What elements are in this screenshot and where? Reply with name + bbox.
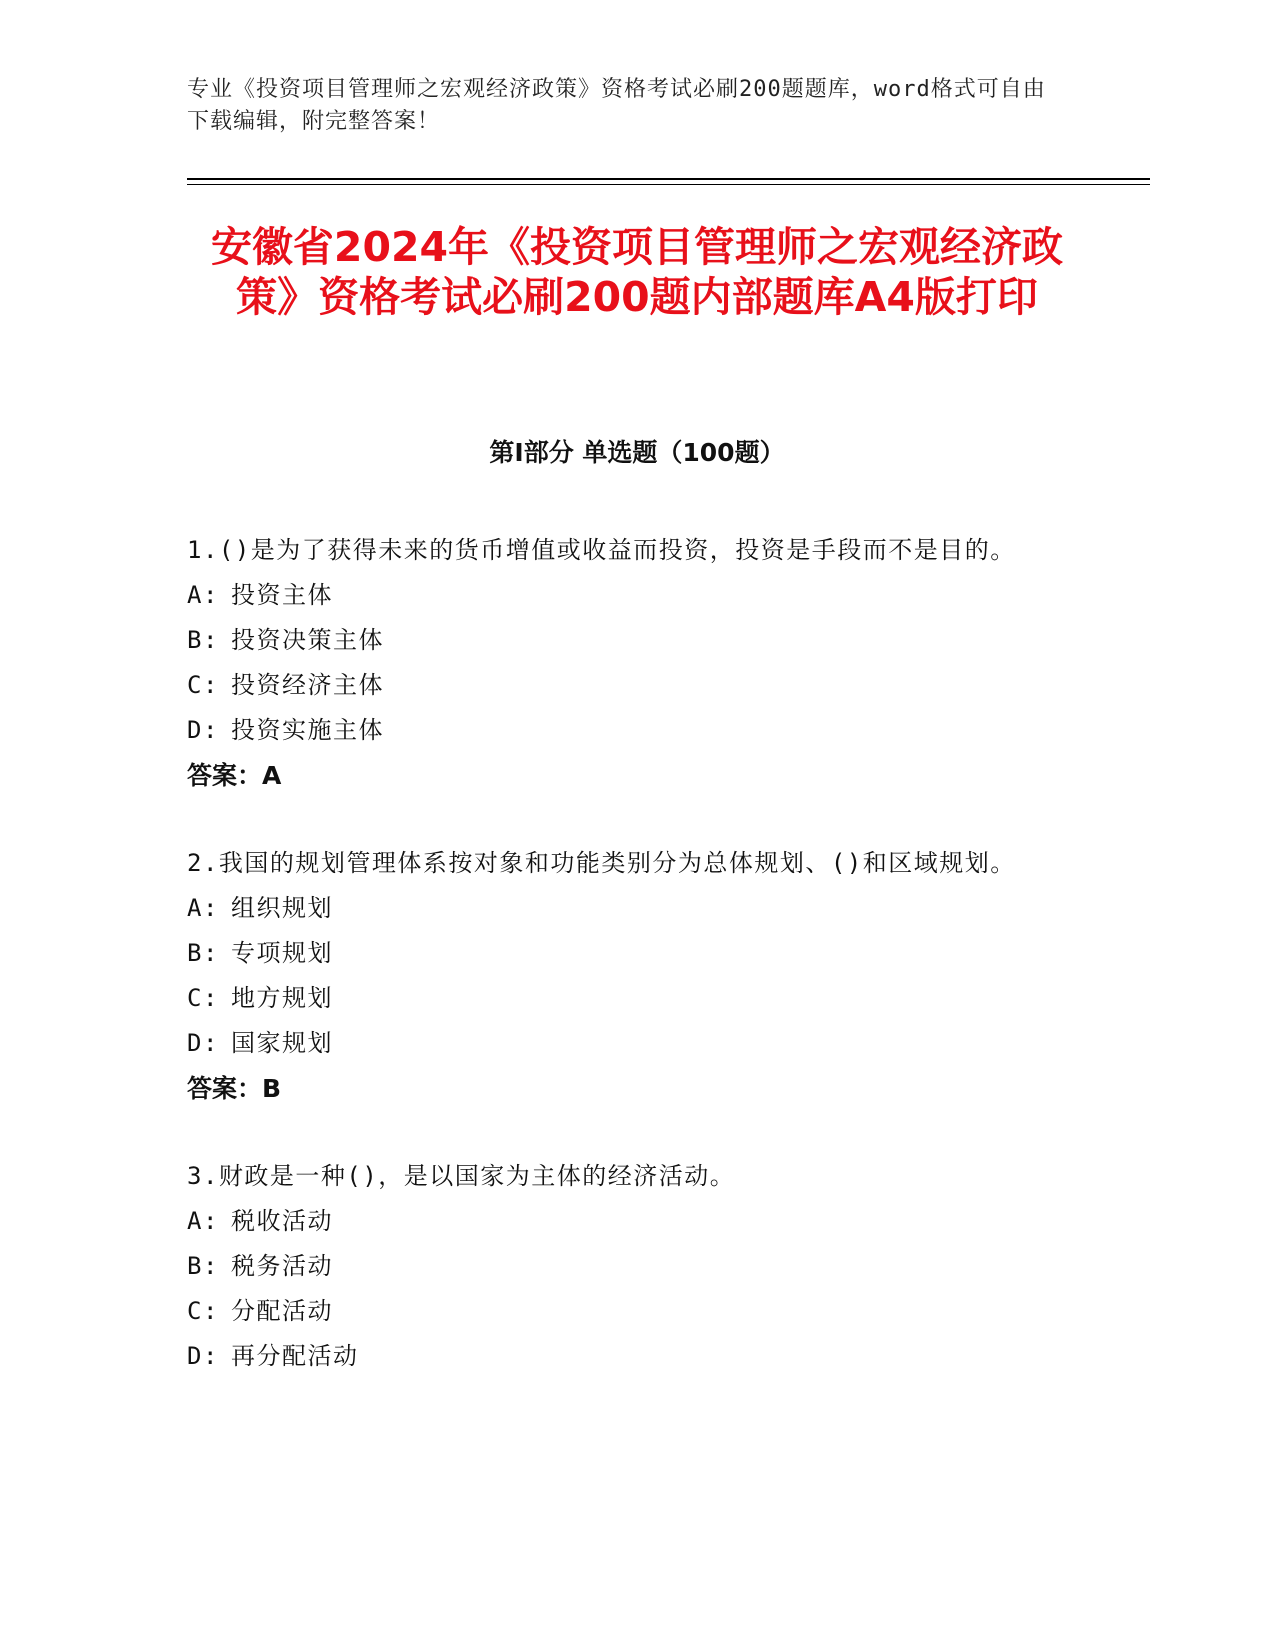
header-divider-thick (187, 178, 1150, 180)
option-b (187, 618, 1067, 663)
option-key: B: (187, 939, 219, 967)
option-b (187, 1244, 1067, 1289)
answer-line: 答案：A (187, 761, 282, 790)
option-key: D: (187, 1029, 219, 1057)
option-text: 投资决策主体 (231, 626, 384, 654)
option-key: B: (187, 626, 219, 654)
option-text: 国家规划 (231, 1029, 333, 1057)
header-note: 专业《投资项目管理师之宏观经济政策》资格考试必刷200题题库，word格式可自由下载编辑，附完整答案！ (187, 77, 1046, 134)
document-title: 安徽省2024年《投资项目管理师之宏观经济政策》资格考试必刷200题内部题库A4版打印 (210, 223, 1064, 321)
option-text: 税收活动 (231, 1207, 333, 1235)
option-b (187, 931, 1067, 976)
question-stem: 3.财政是一种()，是以国家为主体的经济活动。 (187, 1162, 736, 1190)
option-key: B: (187, 1252, 219, 1280)
option-key: D: (187, 716, 219, 744)
option-c (187, 976, 1067, 1021)
question-stem: 2.我国的规划管理体系按对象和功能类别分为总体规划、()和区域规划。 (187, 849, 1016, 877)
option-key: A: (187, 1207, 219, 1235)
option-text: 分配活动 (231, 1297, 333, 1325)
option-text: 再分配活动 (231, 1342, 359, 1370)
option-d (187, 708, 1067, 753)
option-text: 投资实施主体 (231, 716, 384, 744)
question-1 (187, 528, 1067, 799)
option-d (187, 1334, 1067, 1379)
option-key: C: (187, 1297, 219, 1325)
question-list (187, 528, 1067, 1421)
option-text: 专项规划 (231, 939, 333, 967)
question-2 (187, 841, 1067, 1112)
option-text: 投资主体 (231, 581, 333, 609)
option-text: 组织规划 (231, 894, 333, 922)
option-c (187, 663, 1067, 708)
answer-line: 答案：B (187, 1074, 282, 1103)
question-3 (187, 1154, 1067, 1379)
option-key: D: (187, 1342, 219, 1370)
section-heading: 第I部分 单选题（100题） (489, 438, 785, 467)
option-key: C: (187, 671, 219, 699)
option-key: A: (187, 894, 219, 922)
option-a (187, 886, 1067, 931)
option-key: C: (187, 984, 219, 1012)
option-key: A: (187, 581, 219, 609)
option-text: 地方规划 (231, 984, 333, 1012)
option-d (187, 1021, 1067, 1066)
header-divider-thin (187, 184, 1150, 185)
option-text: 税务活动 (231, 1252, 333, 1280)
option-a (187, 573, 1067, 618)
option-a (187, 1199, 1067, 1244)
question-stem: 1.()是为了获得未来的货币增值或收益而投资，投资是手段而不是目的。 (187, 536, 1016, 564)
option-text: 投资经济主体 (231, 671, 384, 699)
option-c (187, 1289, 1067, 1334)
